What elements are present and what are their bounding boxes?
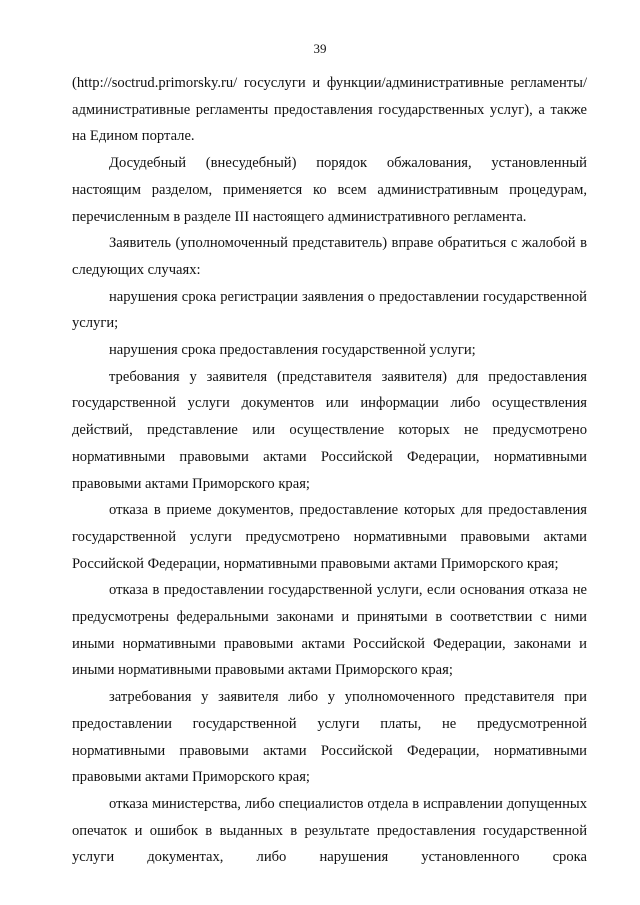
paragraph-complaint-cases-intro: Заявитель (уполномоченный представитель) вправе обратиться с жалобой в следующих случаях: <box>72 235 587 278</box>
list-item-unlawful-fee: затребования у заявителя либо у уполномоченного представителя при предоставлении государственной услуги платы, не предусмотренной нормативными правовыми актами Российской Федерации, нормативными правовыми актами Приморского края; <box>72 689 587 786</box>
list-item-refusal-of-service: отказа в предоставлении государственной услуги, если основания отказа не предусмотрены федеральными законами и принятыми в соответствии с ними иными нормативными правовыми актами Российской Федерации, законами и иными нормативными правовыми актами Приморского края; <box>72 582 587 679</box>
paragraph-portal-link: (http://soctrud.primorsky.ru/ госуслуги и функции/административные регламенты/административные регламенты предоставления государственных услуг), а также на Едином портале. <box>72 75 587 145</box>
list-item-registration-deadline: нарушения срока регистрации заявления о предоставлении государственной услуги; <box>72 288 587 332</box>
page-number: 39 <box>313 41 327 56</box>
document-body <box>72 70 587 871</box>
list-item-refusal-to-accept: отказа в приеме документов, предоставление которых для предоставления государственной услуги предусмотрено нормативными правовыми актами Российской Федерации, нормативными правовыми актами Приморского края; <box>72 502 587 572</box>
list-item-service-deadline: нарушения срока предоставления государственной услуги; <box>109 342 476 359</box>
list-item-refusal-to-correct: отказа министерства, либо специалистов отдела в исправлении допущенных опечаток и ошибок в выданных в результате предоставления государственной услуги документах, либо нарушения установленного срока <box>72 795 587 866</box>
list-item-extra-documents: требования у заявителя (представителя заявителя) для предоставления государственной услуги документов или информации либо осуществления действий, представление или осуществление которых не предусмотрено нормативными правовыми актами Российской Федерации, нормативными правовыми актами Приморского края; <box>72 368 587 492</box>
paragraph-appeal-procedure: Досудебный (внесудебный) порядок обжалования, установленный настоящим разделом, применяется ко всем административным процедурам, перечисленным в разделе III настоящего административного регламента. <box>72 155 587 225</box>
